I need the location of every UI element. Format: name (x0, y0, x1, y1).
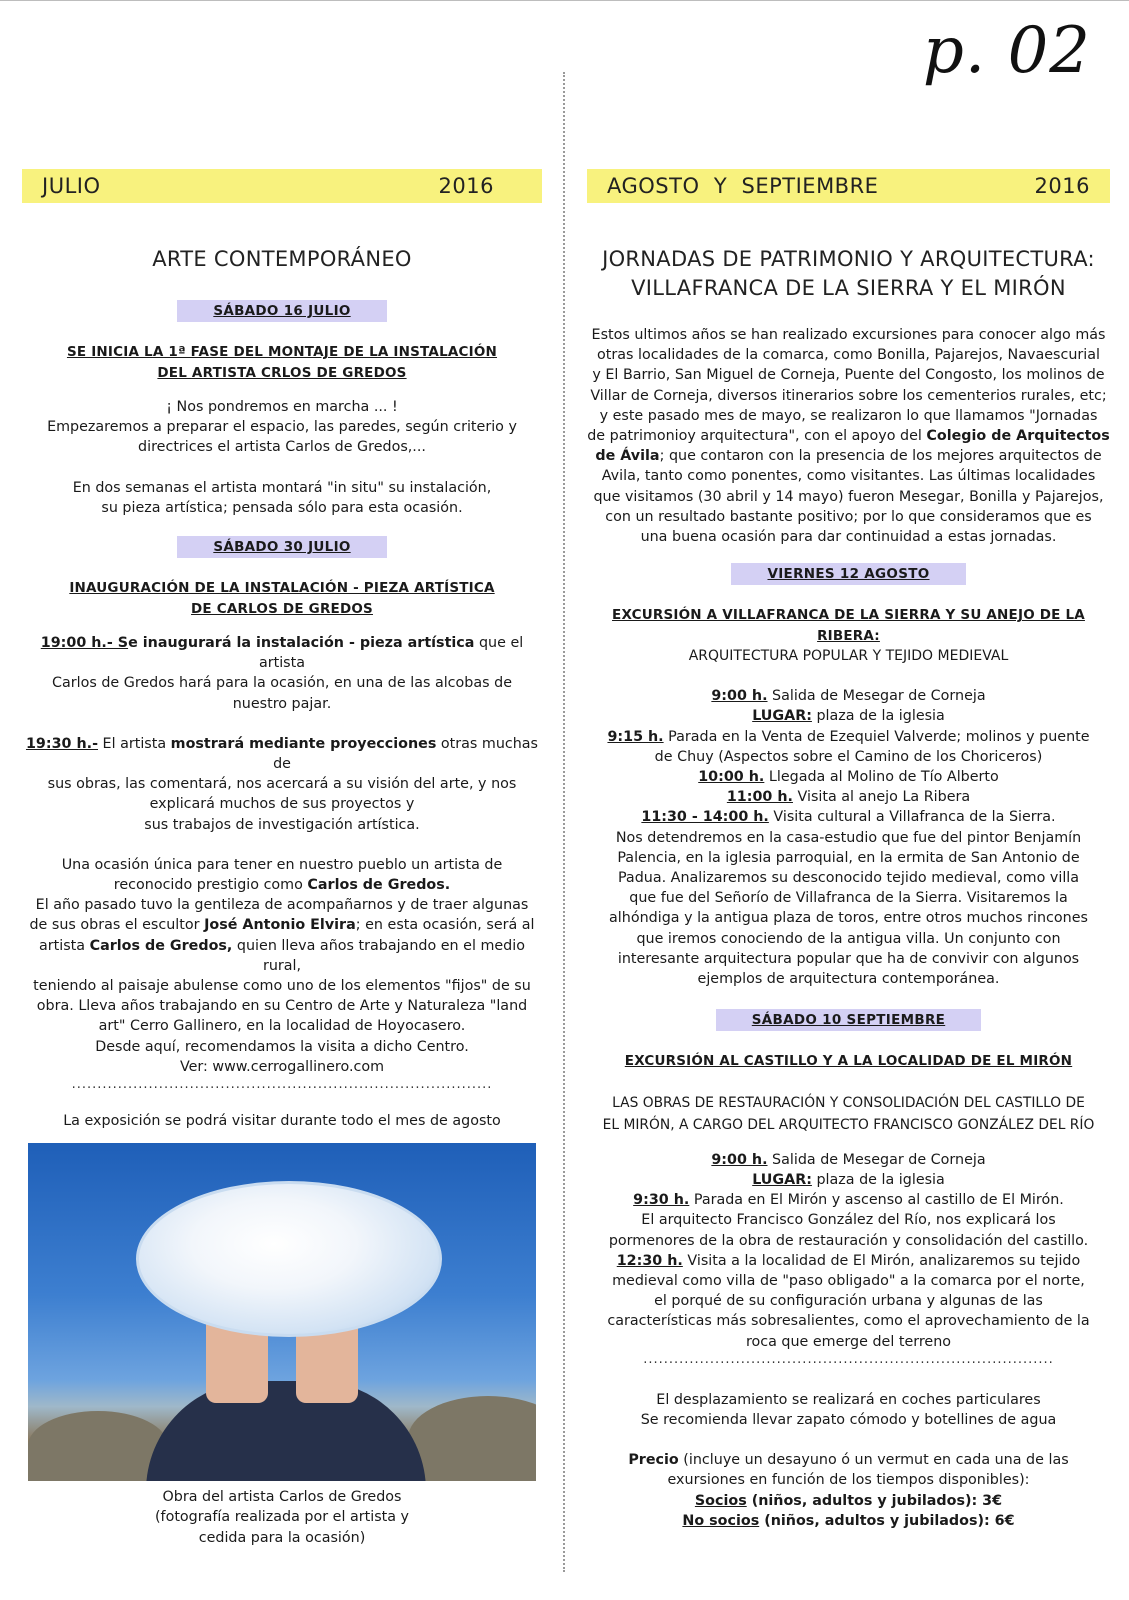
text-line: nuestro pajar. (232, 695, 332, 712)
bold-text: Carlos de Gredos. (307, 877, 451, 894)
artwork-photo (28, 1143, 536, 1481)
rock-shape (408, 1396, 536, 1481)
date-tag: SÁBADO 16 JULIO (177, 300, 386, 322)
photo-caption (22, 1487, 542, 1548)
text-line: Desde aquí, recomendamos la visita a dicho Centro. (95, 1038, 469, 1055)
text-line: Estos ultimos años se han realizado excursiones para conocer algo más (591, 327, 1106, 343)
text: Salida de Mesegar de Corneja (767, 1151, 986, 1168)
text: que el artista (258, 635, 524, 672)
text-line: sus obras, las comentará, nos acercará a su visión del arte, y nos (47, 776, 517, 793)
exhibition-note: La exposición se podrá visitar durante todo el mes de agosto (63, 1113, 501, 1130)
bold-text: de Ávila (595, 448, 660, 465)
text: Visita a la localidad de El Mirón, analizaremos su tejido (682, 1252, 1081, 1269)
members-price: (niños, adultos y jubilados): 3€ (746, 1492, 1003, 1509)
time-label: 9:00 h. (711, 688, 768, 705)
text-line: Una ocasión única para tener en nuestro pueblo un artista de (61, 856, 503, 873)
month-bar-aug-sep (587, 169, 1110, 203)
month-bar-july (22, 169, 542, 203)
text-line: Empezaremos a preparar el espacio, las paredes, según criterio y (47, 419, 517, 436)
time-label: 11:00 h. (726, 789, 793, 806)
time-label: 9:30 h. (633, 1192, 690, 1209)
text-line: que fue del Señorío de Villafranca de la Sierra. Visitaremos la (629, 890, 1068, 907)
time-label: 9:15 h. (607, 728, 664, 745)
title-line: JORNADAS DE PATRIMONIO Y ARQUITECTURA: (602, 247, 1095, 271)
text-line: Se recomienda llevar zapato cómodo y botellines de agua (640, 1412, 1057, 1429)
text: ; en esta ocasión, será al (355, 917, 535, 934)
text-line: exursiones en función de los tiempos disponibles): (667, 1472, 1030, 1489)
schedule-miron (587, 1150, 1110, 1352)
bold-text: José Antonio Elvira (204, 917, 356, 934)
schedule-1900 (22, 633, 542, 714)
text-line: y este pasado mes de mayo, se realizaron lo que llamamos "Jornadas (599, 407, 1098, 424)
left-column (22, 169, 542, 1548)
event-subtitle: ARQUITECTURA POPULAR Y TEJIDO MEDIEVAL (688, 648, 1009, 665)
text: de patrimonioy arquitectura", con el apoyo del (587, 428, 927, 445)
text: El artista (98, 735, 171, 752)
section-title (587, 245, 1110, 303)
text-line: su pieza artística; pensada sólo para esta ocasión. (101, 499, 463, 516)
schedule-1930 (22, 734, 542, 835)
event-title-line: DE CARLOS DE GREDOS (191, 600, 373, 617)
members-label: Socios (694, 1492, 747, 1509)
text-line: otras localidades de la comarca, como Bonilla, Pajarejos, Navaescurial (597, 347, 1100, 364)
time-label: 9:00 h. (711, 1151, 768, 1168)
text-line: teniendo al paisaje abulense como uno de los elementos "fijos" de su (33, 978, 531, 995)
text: quien lleva años trabajando en el medio rural, (232, 937, 525, 974)
dotted-separator: .................................................................................. (71, 1077, 493, 1093)
text-line: con un resultado bastante positivo; por lo que consideramos que es (605, 508, 1092, 525)
non-members-price: (niños, adultos y jubilados): 6€ (759, 1512, 1015, 1529)
year-label: 2016 (438, 174, 494, 198)
time-label: 12:30 h. (616, 1252, 683, 1269)
time-label: 11:30 - 14:00 h. (641, 809, 769, 826)
text: Parada en la Venta de Ezequiel Valverde; molinos y puente (663, 728, 1090, 745)
website-text: Ver: www.cerrogallinero.com (179, 1058, 385, 1075)
text: (incluye un desayuno ó un vermut en cada una de las (678, 1452, 1069, 1469)
text-line: (fotografía realizada por el artista y (154, 1509, 410, 1526)
text-line: y El Barrio, San Miguel de Corneja, Puente del Congosto, los molinos de (592, 367, 1105, 384)
text-line: Obra del artista Carlos de Gredos (162, 1489, 402, 1506)
text-line: medieval como villa de "paso obligado" a la comarca por el norte, (612, 1273, 1085, 1289)
event-text (22, 397, 542, 458)
event-title: EXCURSIÓN AL CASTILLO Y A LA LOCALIDAD DE EL MIRÓN (624, 1053, 1073, 1070)
text-line: cedida para la ocasión) (198, 1529, 366, 1546)
text-line: alhóndiga y la antigua plaza de toros, entre otros muchos rincones (609, 910, 1088, 927)
right-column (587, 169, 1110, 1531)
page-number: p. 02 (922, 14, 1091, 88)
text-line: EL MIRÓN, A CARGO DEL ARQUITECTO FRANCISCO GONZÁLEZ DEL RÍO (602, 1116, 1095, 1133)
text-line: obra. Lleva años trabajando en su Centro de Arte y Naturaleza "land (36, 998, 528, 1015)
text-line: Avila, tanto como ponentes, como visitantes. Las últimas localidades (601, 468, 1096, 485)
text-line: que iremos conociendo de la antigua villa. Un conjunto con (636, 930, 1061, 947)
bold-text: mostrará mediante proyecciones (170, 735, 437, 752)
text: Parada en El Mirón y ascenso al castillo de El Mirón. (689, 1192, 1064, 1209)
time-label: 19:30 h.- (25, 735, 98, 752)
month-label: AGOSTO Y SEPTIEMBRE (607, 174, 879, 198)
text-line: Villar de Corneja, diversos itinerarios sobre los cementerios rurales, etc; (590, 387, 1107, 404)
event-title-line: INAUGURACIÓN DE LA INSTALACIÓN - PIEZA ARTÍSTICA (69, 580, 495, 597)
text-line: el porqué de su configuración urbana y algunas de las (654, 1293, 1043, 1310)
time-label: 19:00 h.- S (40, 635, 129, 652)
event-title (22, 578, 542, 619)
text-line: En dos semanas el artista montará "in situ" su instalación, (72, 479, 492, 496)
place-label: LUGAR: (752, 708, 812, 725)
event-title-line: SE INICIA LA 1ª FASE DEL MONTAJE DE LA INSTALACIÓN (66, 344, 498, 360)
text-line: características más sobresalientes, como el aprovechamiento de la (607, 1313, 1090, 1330)
text-line: roca que emerge del terreno (745, 1333, 952, 1350)
text-line: El arquitecto Francisco González del Río, nos explicará los (641, 1212, 1056, 1229)
event-subtitle (587, 1092, 1110, 1136)
event-title (22, 342, 542, 383)
text-line: El desplazamiento se realizará en coches particulares (656, 1391, 1041, 1408)
intro-text (587, 325, 1110, 547)
top-rule (0, 0, 1129, 1)
text: Visita cultural a Villafranca de la Sierra. (768, 809, 1056, 826)
text-line: que visitamos (30 abril y 14 mayo) fueron Mesegar, Bonilla y Pajarejos, (593, 488, 1104, 505)
text-line: una buena ocasión para dar continuidad a estas jornadas. (640, 529, 1057, 546)
text-line: ¡ Nos pondremos en marcha ... ! (166, 399, 398, 415)
date-tag: VIERNES 12 AGOSTO (731, 563, 965, 585)
title-line: VILLAFRANCA DE LA SIERRA Y EL MIRÓN (631, 276, 1066, 300)
year-label: 2016 (1034, 174, 1090, 198)
ice-disc-shape (136, 1181, 442, 1337)
date-tag: SÁBADO 10 SEPTIEMBRE (716, 1009, 981, 1031)
dotted-separator: ................................................................................ (643, 1351, 1054, 1367)
text-line: sus trabajos de investigación artística. (144, 816, 420, 833)
text-line: directrices el artista Carlos de Gredos,... (138, 439, 426, 456)
text-line: LAS OBRAS DE RESTAURACIÓN Y CONSOLIDACIÓN DEL CASTILLO DE (612, 1094, 1085, 1111)
date-tag: SÁBADO 30 JULIO (177, 536, 386, 558)
bold-text: Colegio de Arquitectos (926, 428, 1110, 445)
person-shape (146, 1381, 426, 1481)
bold-text: Carlos de Gredos, (89, 937, 233, 954)
text-line: de Chuy (Aspectos sobre el Camino de los Choriceros) (654, 748, 1043, 765)
column-divider (563, 72, 565, 1572)
non-members-label: No socios (682, 1512, 760, 1529)
travel-notes (587, 1390, 1110, 1430)
text: artista (39, 937, 90, 954)
price-info (587, 1450, 1110, 1531)
event-title-line: DEL ARTISTA CRLOS DE GREDOS (157, 364, 407, 381)
text: reconocido prestigio como (113, 877, 308, 894)
text: Llegada al Molino de Tío Alberto (764, 769, 999, 786)
month-label: JULIO (42, 174, 101, 198)
text-line: interesante arquitectura popular que ha de convivir con algunos (617, 950, 1080, 967)
text: otras muchas de (273, 735, 539, 773)
text-line: explicará muchos de sus proyectos y (149, 796, 415, 813)
bold-text: e inaugurará la instalación - pieza artística (128, 635, 475, 652)
text-line: Carlos de Gredos hará para la ocasión, en una de las alcobas de (51, 675, 512, 692)
text: de sus obras el escultor (29, 917, 205, 934)
text-line: art" Cerro Gallinero, en la localidad de Hoyocasero. (98, 1018, 466, 1035)
text-line: Palencia, en la iglesia parroquial, en la ermita de San Antonio de (617, 849, 1080, 866)
text: plaza de la iglesia (811, 1171, 945, 1188)
place-label: LUGAR: (752, 1171, 812, 1188)
artist-description (22, 855, 542, 1077)
text-line: Padua. Analizaremos su desconocido tejido medieval, como villa (617, 870, 1080, 887)
text-line: Nos detendremos en la casa-estudio que fue del pintor Benjamín (615, 829, 1082, 846)
text: Salida de Mesegar de Corneja (767, 688, 986, 705)
time-label: 10:00 h. (698, 769, 765, 786)
schedule-villafranca (587, 686, 1110, 989)
text-line: ejemplos de arquitectura contemporánea. (697, 971, 1000, 988)
text: plaza de la iglesia (811, 708, 945, 725)
text: ; que contaron con la presencia de los mejores arquitectos de (659, 448, 1102, 465)
event-text (22, 478, 542, 518)
text-line: pormenores de la obra de restauración y consolidación del castillo. (608, 1232, 1089, 1249)
section-title: ARTE CONTEMPORÁNEO (152, 247, 412, 271)
price-label: Precio (628, 1452, 679, 1469)
text: Visita al anejo La Ribera (792, 789, 971, 806)
event-title: EXCURSIÓN A VILLAFRANCA DE LA SIERRA Y SU ANEJO DE LA RIBERA: (612, 607, 1085, 644)
text-line: El año pasado tuvo la gentileza de acompañarnos y de traer algunas (35, 897, 529, 914)
